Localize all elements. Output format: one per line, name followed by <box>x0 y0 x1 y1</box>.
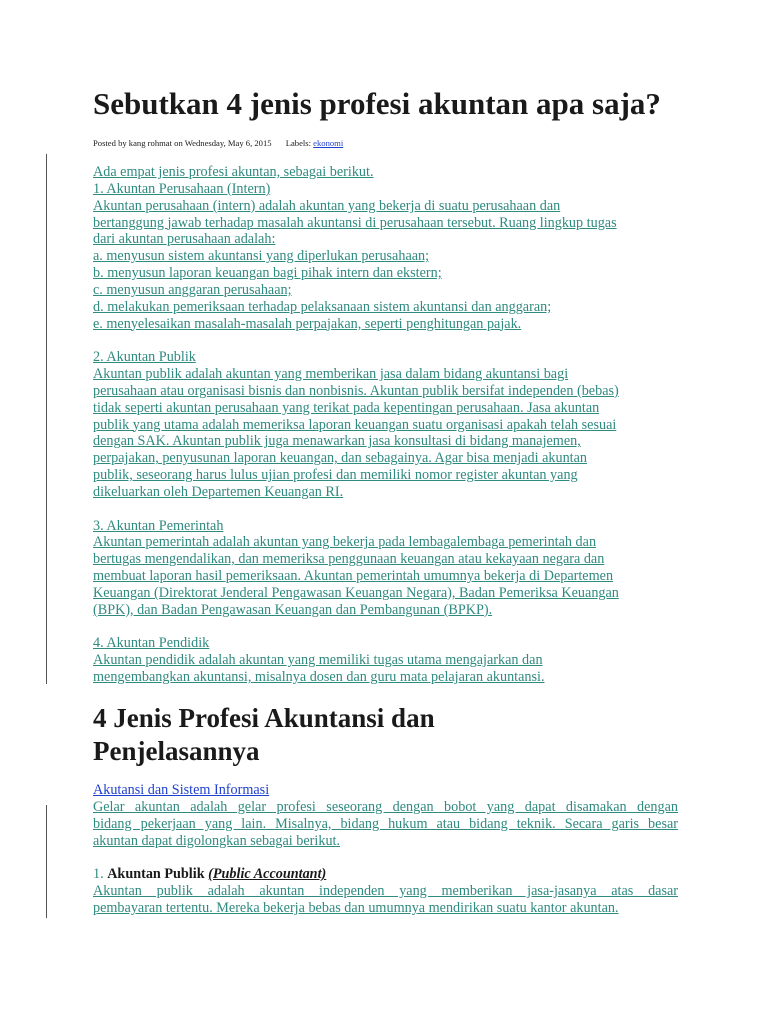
text-line: Akuntan publik adalah akuntan independen yang memberikan jasa-jasanya atas dasar <box>93 883 678 900</box>
text-line: Ada empat jenis profesi akuntan, sebagai berikut. <box>93 164 374 180</box>
post-meta <box>93 138 343 148</box>
title-line: 4 Jenis Profesi Akuntansi dan <box>93 703 435 733</box>
text-line: (BPK), dan Badan Pengawasan Keuangan dan Pembangunan (BPKP). <box>93 601 493 618</box>
text-line: mengembangkan akuntansi, misalnya dosen dan guru mata pelajaran akuntansi. <box>93 669 545 686</box>
text-line: e. menyelesaikan masalah-masalah perpajakan, seperti penghitungan pajak. <box>93 315 522 332</box>
text-line: Gelar akuntan adalah gelar profesi seseorang dengan bobot yang dapat disamakan dengan <box>93 798 678 815</box>
label-link[interactable]: ekonomi <box>313 138 344 148</box>
intro-paragraph <box>93 799 678 850</box>
source-link[interactable]: Akutansi dan Sistem Informasi <box>93 782 270 798</box>
paragraph-akuntan-publik <box>93 349 678 501</box>
text-line: bertugas mengendalikan, dan memeriksa penggunaan keuangan atau kekayaan negara dan <box>93 551 605 568</box>
margin-bar-bottom <box>46 805 47 918</box>
text-line: bertanggung jawab terhadap masalah akuntansi di perusahaan tersebut. Ruang lingkup tugas <box>93 214 617 231</box>
text-line: d. melakukan pemeriksaan terhadap pelaksanaan sistem akuntansi dan anggaran; <box>93 298 552 315</box>
section1-heading <box>93 866 678 883</box>
section-title <box>93 702 435 768</box>
text-line: c. menyusun anggaran perusahaan; <box>93 281 292 298</box>
text-line: perusahaan atau organisasi bisnis dan nonbisnis. Akuntan publik bersifat independen (bebas) <box>93 382 619 399</box>
text-line: Akuntan pemerintah adalah akuntan yang bekerja pada lembagalembaga pemerintah dan <box>93 534 597 551</box>
section1-paragraph <box>93 883 678 917</box>
text-line: Akuntan pendidik adalah akuntan yang memiliki tugas utama mengajarkan dan <box>93 652 543 669</box>
section1-english: (Public Accountant) <box>208 866 327 883</box>
text-line: Keuangan (Direktorat Jenderal Pengawasan Keuangan Negara), Badan Pemeriksa Keuangan <box>93 585 619 601</box>
paragraph-akuntan-perusahaan <box>93 164 678 332</box>
labels-prefix: Labels: <box>285 138 312 148</box>
text-line: bidang pekerjaan yang lain. Misalnya, bidang hukum atau bidang teknik. Secara garis besar <box>93 815 678 832</box>
paragraph-akuntan-pemerintah <box>93 518 678 619</box>
section1-number: 1. <box>93 866 104 883</box>
text-line: a. menyusun sistem akuntansi yang diperlukan perusahaan; <box>93 248 430 265</box>
text-line: pembayaran tertentu. Mereka bekerja bebas dan umumnya mendirikan suatu kantor akuntan. <box>93 899 619 916</box>
text-line: dengan SAK. Akuntan publik juga menawarkan jasa konsultasi di bidang manajemen, <box>93 433 581 450</box>
text-line: publik yang utama adalah memeriksa laporan keuangan suatu organisasi apakah telah sesuai <box>93 416 617 433</box>
text-line: 1. Akuntan Perusahaan (Intern) <box>93 180 271 197</box>
text-line: 2. Akuntan Publik <box>93 349 196 366</box>
text-line: Akuntan perusahaan (intern) adalah akuntan yang bekerja di suatu perusahaan dan <box>93 197 561 214</box>
article1-body <box>93 164 678 703</box>
article-title: Sebutkan 4 jenis profesi akuntan apa saja? <box>93 86 661 121</box>
text-line: membuat laporan hasil pemeriksaan. Akuntan pemerintah umumnya bekerja di Departemen <box>93 568 614 585</box>
paragraph-gap <box>93 849 678 866</box>
text-line: 4. Akuntan Pendidik <box>93 635 210 652</box>
article2-body <box>93 782 678 917</box>
margin-bar-top <box>46 154 47 684</box>
text-line: publik, seseorang harus lulus ujian profesi dan memiliki nomor register akuntan yang <box>93 467 578 484</box>
paragraph-akuntan-pendidik <box>93 635 678 686</box>
text-line: tidak seperti akuntan perusahaan yang terikat pada kepentingan perusahaan. Jasa akuntan <box>93 399 600 416</box>
section1-name: Akuntan Publik <box>107 866 205 883</box>
text-line: 3. Akuntan Pemerintah <box>93 517 224 534</box>
text-line: dari akuntan perusahaan adalah: <box>93 231 276 248</box>
text-line: b. menyusun laporan keuangan bagi pihak intern dan ekstern; <box>93 265 442 282</box>
text-line: perpajakan, penyusunan laporan keuangan, dan sebagainya. Agar bisa menjadi akuntan <box>93 450 588 467</box>
text-line: dikeluarkan oleh Departemen Keuangan RI. <box>93 483 344 500</box>
post-info: Posted by kang rohmat on Wednesday, May 6, 2015 <box>93 138 272 148</box>
title-line: Penjelasannya <box>93 736 260 766</box>
text-line: Akuntan publik adalah akuntan yang memberikan jasa dalam bidang akuntansi bagi <box>93 366 569 383</box>
text-line: akuntan dapat digolongkan sebagai berikut. <box>93 832 341 849</box>
